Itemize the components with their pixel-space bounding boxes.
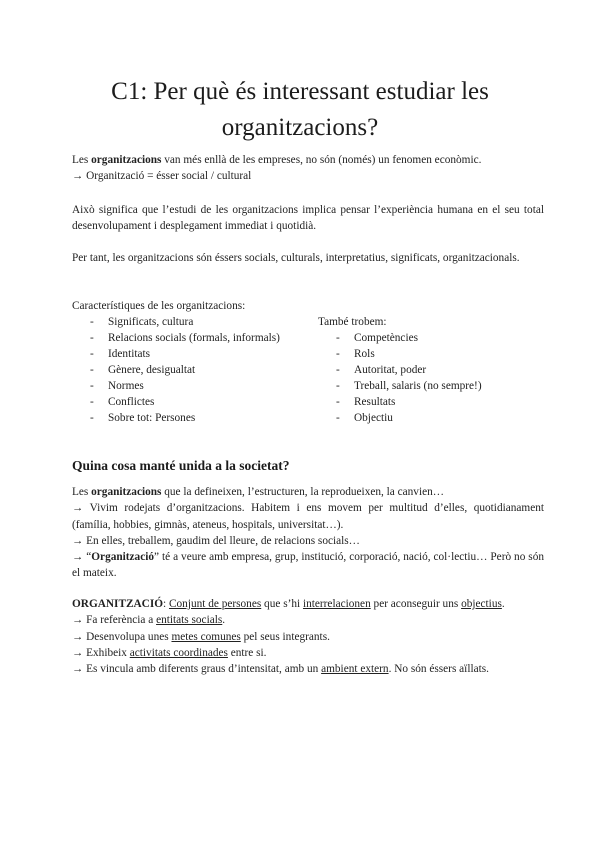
bold-term: Organització bbox=[91, 551, 155, 564]
list-item: - Relacions socials (formals, informals) bbox=[90, 332, 280, 344]
intro-line-2: → Organització = ésser social / cultural bbox=[72, 170, 252, 183]
section2-line-3: → En elles, treballem, gaudim del lleure, de relacions socials… bbox=[72, 534, 360, 547]
definition-bullet: → Es vincula amb diferents graus d’intensitat, amb un ambient extern. No són éssers aïllats. bbox=[72, 663, 489, 676]
list-item: - Significats, cultura bbox=[90, 316, 194, 328]
list-item: - Treball, salaris (no sempre!) bbox=[336, 380, 482, 392]
also-found-list bbox=[336, 330, 546, 426]
section-heading: Quina cosa manté unida a la societat? bbox=[72, 458, 290, 473]
section2-line-2: → Vivim rodejats d’organitzacions. Habitem i ens movem per multitud d’elles, quotidianament (família, hobbies, gimnàs, ateneus, hospitals, universitat…). bbox=[72, 502, 544, 531]
list-item: - Autoritat, poder bbox=[336, 364, 427, 376]
bold-term: organitzacions bbox=[91, 486, 162, 498]
list-item: - Competències bbox=[336, 332, 418, 344]
definition-bullet: → Fa referència a entitats socials. bbox=[72, 614, 226, 627]
list-item: - Rols bbox=[336, 348, 375, 360]
intro-line-1: Les organitzacions van més enllà de les empreses, no són (només) un fenomen econòmic. bbox=[72, 154, 482, 166]
definition-bullet: → Desenvolupa unes metes comunes pel seus integrants. bbox=[72, 630, 330, 643]
list-item: - Gènere, desigualtat bbox=[90, 364, 196, 376]
definition-line: ORGANITZACIÓ: Conjunt de persones que s’hi interrelacionen per aconseguir uns objectius. bbox=[72, 598, 505, 610]
also-found-heading: També trobem: bbox=[318, 316, 387, 328]
intro-paragraph bbox=[72, 152, 544, 185]
bold-term: organitzacions bbox=[91, 154, 162, 166]
list-item: - Conflictes bbox=[90, 396, 155, 408]
list-item: - Normes bbox=[90, 380, 144, 392]
list-item: - Sobre tot: Persones bbox=[90, 412, 196, 424]
definition-block bbox=[72, 596, 544, 677]
list-item: - Objectiu bbox=[336, 412, 393, 424]
definition-bullet: → Exhibeix activitats coordinades entre si. bbox=[72, 646, 267, 659]
section2-line-4: → “Organització” té a veure amb empresa, grup, institució, corporació, nació, col·lectiu… Però no són el mateix. bbox=[72, 551, 544, 580]
list-item: - Resultats bbox=[336, 396, 396, 408]
characteristics-list bbox=[90, 314, 283, 426]
paragraph-meaning: Això significa que l’estudi de les organitzacions implica pensar l’experiència humana en el seu total desenvolupament i desplegament immediat i quotidià. bbox=[72, 204, 544, 233]
list-item: - Identitats bbox=[90, 348, 151, 360]
definition-term: ORGANITZACIÓ bbox=[72, 598, 164, 610]
section2-line-1: Les organitzacions que la defineixen, l’estructuren, la reprodueixen, la canvien… bbox=[72, 486, 445, 498]
section2-body bbox=[72, 484, 544, 582]
paragraph-therefore: Per tant, les organitzacions són éssers socials, culturals, interpretatius, significats, organitzacionals. bbox=[72, 252, 520, 264]
page-title: C1: Per què és interessant estudiar les organitzacions? bbox=[111, 78, 489, 141]
characteristics-heading: Característiques de les organitzacions: bbox=[72, 300, 246, 312]
